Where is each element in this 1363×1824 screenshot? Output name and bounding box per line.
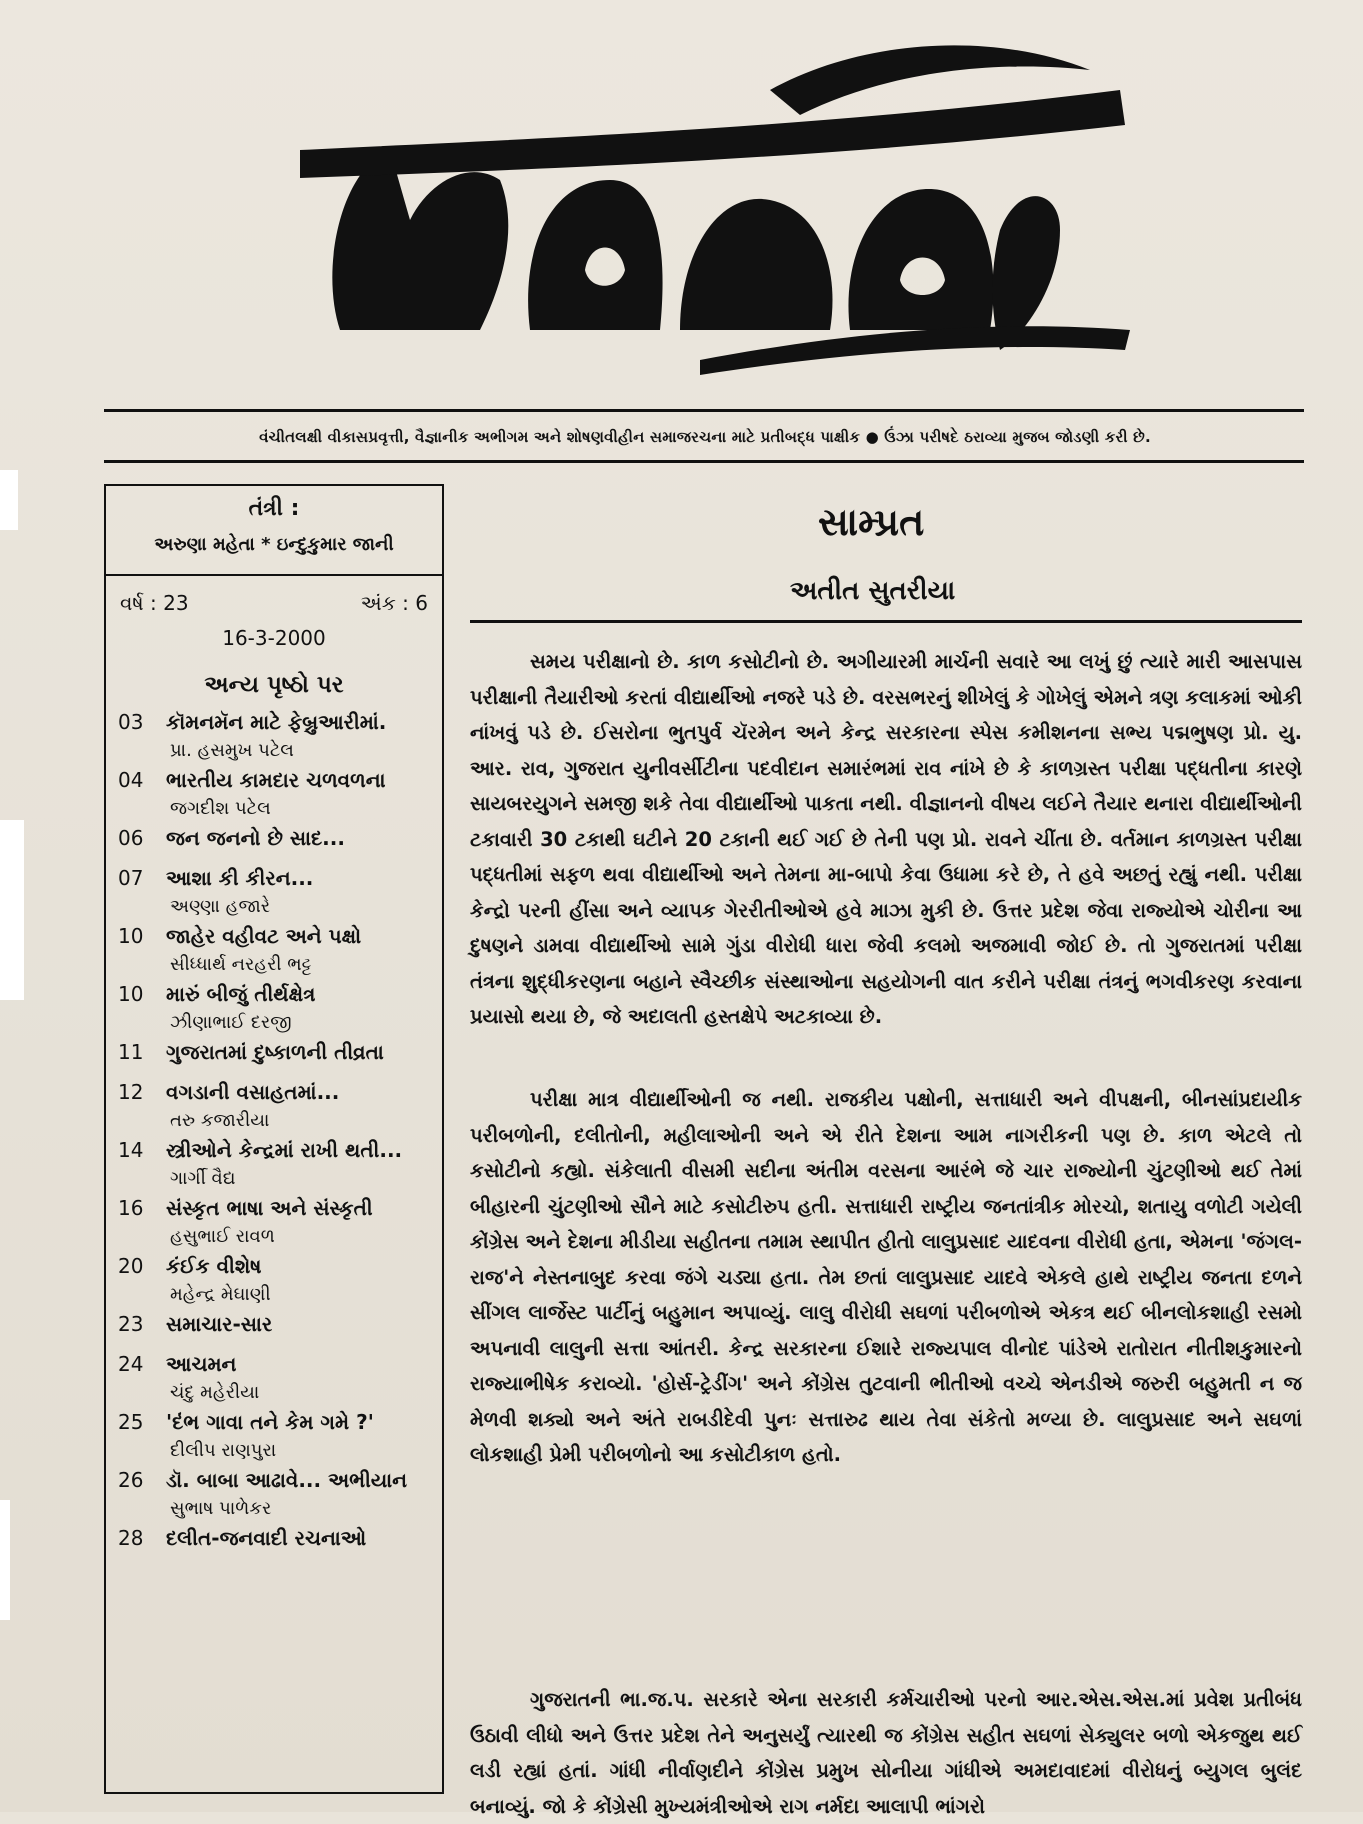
section-title: સામ્પ્રત <box>818 500 925 544</box>
toc-author: તરુ કજારીયા <box>170 1110 270 1131</box>
toc-item <box>106 1526 442 1586</box>
toc-title: ભારતીય કામદાર ચળવળના <box>166 768 386 792</box>
toc-title: જાહેર વહીવટ અને પક્ષો <box>166 924 362 948</box>
toc-title: દલીત-જનવાદી રચનાઓ <box>166 1526 367 1550</box>
toc-author: અણ્ણા હજારે <box>170 896 271 917</box>
toc-page-number: 25 <box>118 1410 144 1434</box>
toc-page-number: 11 <box>118 1040 144 1064</box>
article-paragraph: પરીક્ષા માત્ર વીદ્યાર્થીઓની જ નથી. રાજકીય પક્ષોની, સત્તાધારી અને વીપક્ષની, બીનસાંપ્રદાયીક પરીબળોની, દલીતોની, મહીલાઓની અને એ રીતે દેશના આમ નાગરીકની પણ છે. કાળ એટલે તો કસોટીનો કહ્યો. સંકેલાતી વીસમી સદીના અંતીમ વરસના આરંભે જે ચાર રાજ્યોની ચુંટણીઓ થઈ તેમાં બીહારની ચુંટણીઓ સૌને માટે કસોટીરુપ હતી. સત્તાધારી રાષ્ટ્રીય જનતાંત્રીક મોરચો, શતાયુ વળોટી ગયેલી કોંગ્રેસ અને દેશના મીડીયા સહીતના તમામ સ્થાપીત હીતો લાલુપ્રસાદ યાદવના વીરોધી હતા, એમના 'જંગલ-રાજ'ને નેસ્તનાબુદ કરવા જંગે ચડ્યા હતા. તેમ છતાં લાલુપ્રસાદ યાદવે એકલે હાથે રાષ્ટ્રીય જનતા દળને સીંગલ લાર્જેસ્ટ પાર્ટીનું બહુમાન અપાવ્યું. લાલુ વીરોધી સઘળાં પરીબળોએ એકત્ર થઈ બીનલોકશાહી રસમો અપનાવી લાલુની સત્તા આંતરી. કેન્દ્ર સરકારના ઈશારે રાજ્યપાલ વીનોદ પાંડેએ રાતોરાત નીતીશકુમારનો રાજ્યાભીષેક કરાવ્યો. 'હોર્સ-ટ્રેડીંગ' અને કોંગ્રેસ તુટવાની ભીતીઓ વચ્ચે એનડીએ જરુરી બહુમતી ન જ મેળવી શક્યો અને અંતે રાબડીદેવી પુનઃ સત્તારુઢ થાય તેવા સંકેતો મળ્યા છે. લાલુપ્રસાદ અને સઘળાં લોકશાહી પ્રેમી પરીબળોનો આ કસોટીકાળ હતો. <box>470 1088 1302 1466</box>
toc-title: કંઈક વીશેષ <box>166 1254 262 1278</box>
article-paragraph: સમય પરીક્ષાનો છે. કાળ કસોટીનો છે. અગીયારમી માર્ચની સવારે આ લખું છું ત્યારે મારી આસપાસ પરીક્ષાની તૈયારીઓ કરતાં વીદ્યાર્થીઓ નજરે પડે છે. વરસભરનું શીખેલું કે ગોખેલું એમને ત્રણ કલાકમાં ઓકી નાંખવું પડે છે. ઈસરોના ભુતપુર્વ ચૅરમેન અને કેન્દ્ર સરકારના સ્પેસ કમીશનના સભ્ય પદ્મભુષણ પ્રો. યુ. આર. રાવ, ગુજરાત યુનીવર્સીટીના પદવીદાન સમારંભમાં રાવ નાંખે છે કે કાળગ્રસ્ત પરીક્ષા પદ્ધતીના કારણે સાયબરયુગને સમજી શકે તેવા વીદ્યાર્થીઓ પાકતા નથી. વીજ્ઞાનનો વીષય લઈને તૈયાર થનારા વીદ્યાર્થીઓની ટકાવારી 30 ટકાથી ઘટીને 20 ટકાની થઈ ગઈ છે તેની પણ પ્રો. રાવને ચીંતા છે. વર્તમાન કાળગ્રસ્ત પરીક્ષા પદ્ધતીમાં સફળ થવા વીદ્યાર્થીઓ અને તેમના મા-બાપો કેવા ઉધામા કરે છે, તે હવે અછતું રહ્યું નથી. પરીક્ષા કેન્દ્રો પરની હીંસા અને વ્યાપક ગેરરીતીઓએ હવે માઝા મુકી છે. ઉત્તર પ્રદેશ જેવા રાજ્યોએ ચોરીના આ દુષણને ડામવા વીદ્યાર્થીઓ સામે ગુંડા વીરોધી ધારા જેવી કલમો અજમાવી જોઈ છે. તો ગુજરાતમાં પરીક્ષા તંત્રના શુદ્ધીકરણના બહાને સ્વૈચ્છીક સંસ્થાઓના સહયોગની વાત કરીને પરીક્ષા તંત્રનું ભગવીકરણ કરવાના પ્રયાસો થયા છે, જે અદાલતી હસ્તક્ષેપે અટકાવ્યા છે. <box>470 650 1302 1028</box>
toc-item <box>106 924 442 984</box>
article-paragraph: ગુજરાતની ભા.જ.પ. સરકારે એના સરકારી કર્મચારીઓ પરનો આર.એસ.એસ.માં પ્રવેશ પ્રતીબંધ ઉઠાવી લીધો અને ઉત્તર પ્રદેશ તેને અનુસર્યું ત્યારથી જ કોંગ્રેસ સહીત સઘળાં સેક્યુલર બળો એકજુથ થઈ લડી રહ્યાં હતાં. ગાંધી નીર્વાણદીને કોંગ્રેસ પ્રમુખ સોનીયા ગાંધીએ અમદાવાદમાં વીરોધનું બ્યુગલ બુલંદ બનાવ્યું. જો કે કોંગ્રેસી મુખ્યમંત્રીઓએ રાગ નર્મદા આલાપી ભાંગરો <box>470 1688 1302 1818</box>
toc-page-number: 10 <box>118 982 144 1006</box>
year-label: વર્ષ : 23 <box>120 591 189 615</box>
issue-label: અંક : 6 <box>360 591 428 615</box>
torn-edge <box>0 1500 10 1620</box>
toc-author: મહેન્દ્ર મેઘાણી <box>170 1284 271 1305</box>
toc-title: આશા કી કીરન... <box>166 866 314 890</box>
toc-title: કૉમનમૅન માટે ફેબ્રુઆરીમાં. <box>166 710 387 734</box>
editor-label: તંત્રી : <box>248 496 300 521</box>
toc-item <box>106 1138 442 1198</box>
toc-page-number: 16 <box>118 1196 144 1220</box>
toc-author: ગાર્ગી વૈદ્ય <box>170 1168 236 1189</box>
toc-page-number: 03 <box>118 710 144 734</box>
tagline-bottom-rule <box>104 460 1304 463</box>
toc-item <box>106 1468 442 1528</box>
article-author: અતીત સુતરીયા <box>790 576 956 606</box>
toc-title: જન જનનો છે સાદ... <box>166 826 345 850</box>
toc-item <box>106 1080 442 1140</box>
toc-author: ઝીણાભાઈ દરજી <box>170 1012 292 1033</box>
toc-author: સીધ્ધાર્થ નરહરી ભટ્ટ <box>170 954 312 975</box>
tagline-top-rule <box>104 409 1304 412</box>
toc-page-number: 20 <box>118 1254 144 1278</box>
sidebar-box <box>104 484 444 1794</box>
toc-author: દીલીપ રાણપુરા <box>170 1440 277 1461</box>
toc-item <box>106 768 442 828</box>
toc-page-number: 06 <box>118 826 144 850</box>
other-pages-heading: અન્ય પૃષ્ઠો પર <box>204 672 344 698</box>
article-head-rule <box>470 620 1302 623</box>
toc-page-number: 14 <box>118 1138 144 1162</box>
toc-item <box>106 1196 442 1256</box>
masthead-logo <box>300 30 1130 390</box>
toc-page-number: 24 <box>118 1352 144 1376</box>
toc-title: મારું બીજું તીર્થક્ષેત્ર <box>166 982 316 1006</box>
toc-title: 'દંભ ગાવા તને કેમ ગમે ?' <box>166 1410 374 1434</box>
toc-title: વગડાની વસાહતમાં... <box>166 1080 340 1104</box>
toc-author: હસુભાઈ રાવળ <box>170 1226 275 1247</box>
toc-title: ડૉ. બાબા આઢાવે... અભીયાન <box>166 1468 408 1492</box>
toc-page-number: 26 <box>118 1468 144 1492</box>
sidebar-divider <box>106 574 442 576</box>
toc-page-number: 04 <box>118 768 144 792</box>
toc-title: સ્ત્રીઓને કેન્દ્રમાં રાખી થતી... <box>166 1138 403 1162</box>
toc-page-number: 23 <box>118 1312 144 1336</box>
torn-edge <box>0 820 24 1000</box>
toc-item <box>106 982 442 1042</box>
toc-author: જગદીશ પટેલ <box>170 798 271 819</box>
toc-title: ગુજરાતમાં દુષ્કાળની તીવ્રતા <box>166 1040 384 1064</box>
issue-date: 16-3-2000 <box>222 626 326 650</box>
toc-author: પ્રા. હસમુખ પટેલ <box>170 740 294 761</box>
toc-page-number: 12 <box>118 1080 144 1104</box>
toc-page-number: 10 <box>118 924 144 948</box>
toc-item <box>106 710 442 770</box>
torn-edge <box>0 470 18 530</box>
toc-author: ચંદુ મહેરીયા <box>170 1382 260 1403</box>
toc-title: આચમન <box>166 1352 237 1376</box>
toc-item <box>106 1254 442 1314</box>
tagline: વંચીતલક્ષી વીકાસપ્રવૃત્તી, વૈજ્ઞાનીક અભીગમ અને શોષણવીહીન સમાજરચના માટે પ્રતીબદ્ધ પાક્ષીક ● ઉંઝા પરીષદે ઠરાવ્યા મુજબ જોડણી કરી છે. <box>259 428 1151 446</box>
editors: અરુણા મહેતા * ઇન્દુકુમાર જાની <box>154 534 394 555</box>
toc-page-number: 28 <box>118 1526 144 1550</box>
toc-page-number: 07 <box>118 866 144 890</box>
toc-title: સમાચાર-સાર <box>166 1312 273 1336</box>
toc-item <box>106 866 442 926</box>
toc-item <box>106 1410 442 1470</box>
toc-item <box>106 1352 442 1412</box>
toc-author: સુભાષ પાળેકર <box>170 1498 272 1519</box>
toc-title: સંસ્કૃત ભાષા અને સંસ્કૃતી <box>166 1196 373 1220</box>
